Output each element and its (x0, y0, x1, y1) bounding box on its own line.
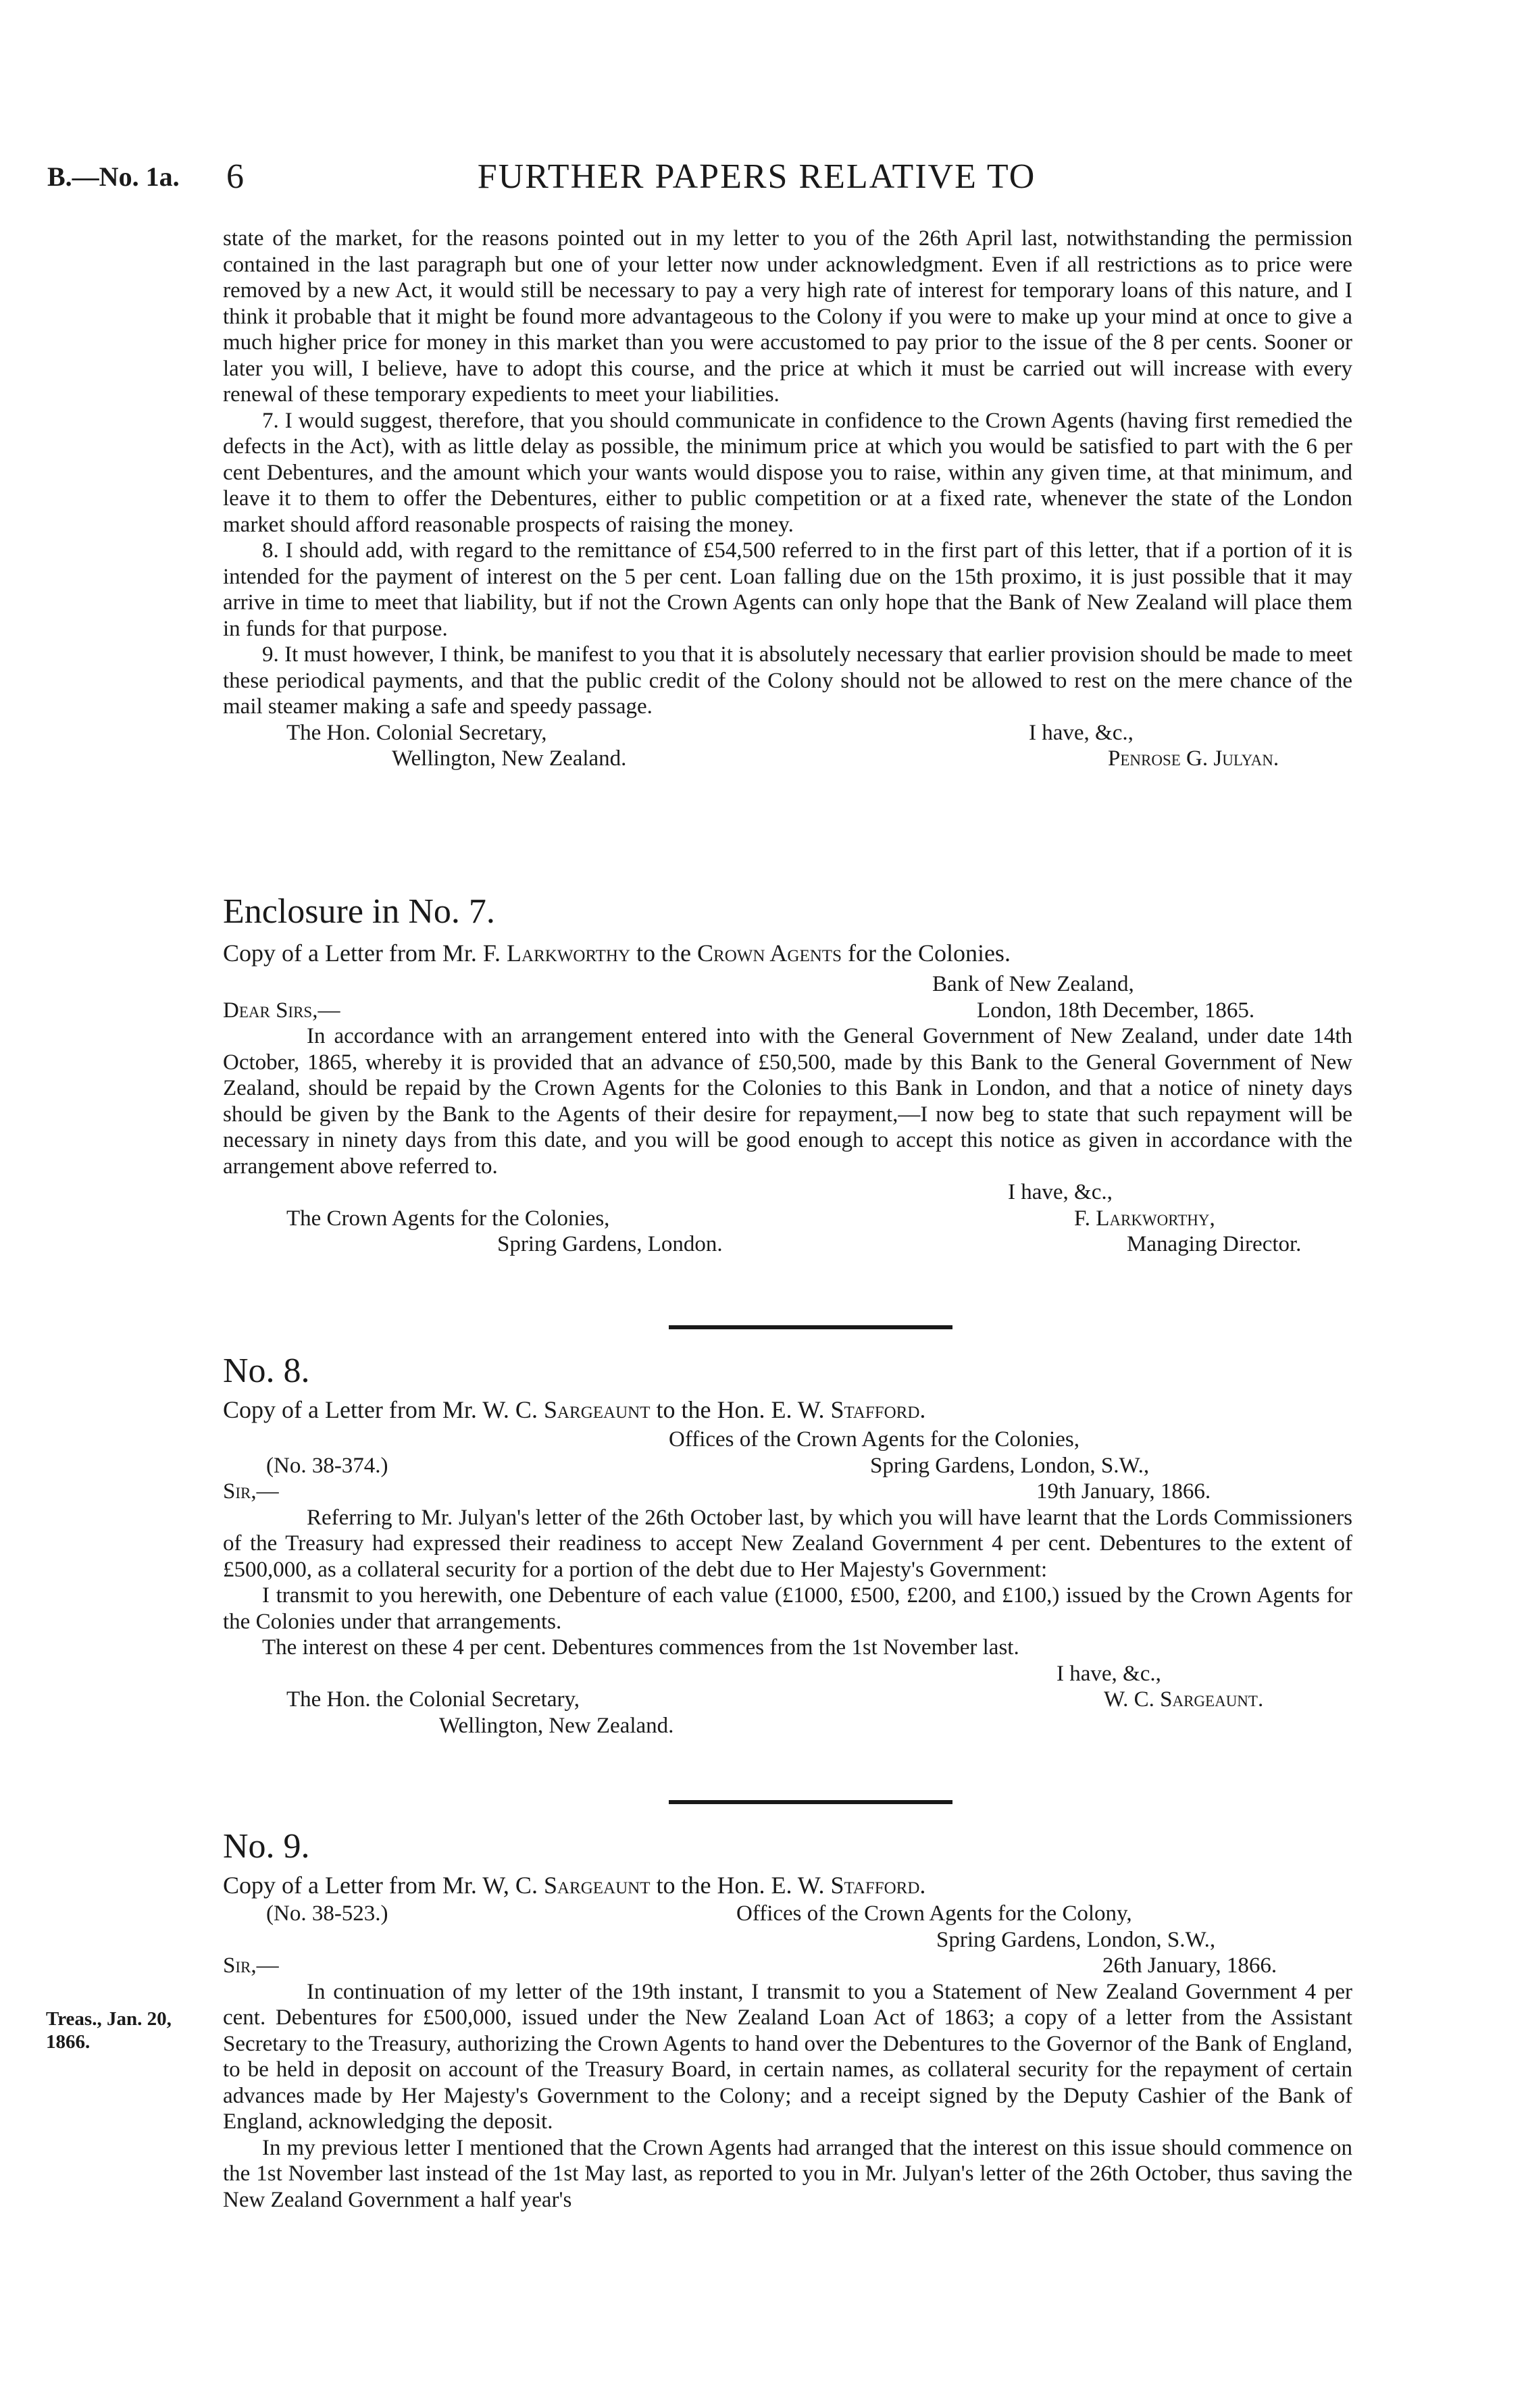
addressee-line-2: Spring Gardens, London. (497, 1232, 723, 1256)
paragraph-1: Referring to Mr. Julyan's letter of the 26th October last, by which you will have learnt that the Lords Commissioners of the Treasury had expressed their readiness to accept New Zealand Government 4 per cent. Debentures to the extent of £500,000, as a collateral security for a portion of the debt due to Her Majesty's Government: (223, 1505, 1352, 1582)
enclosure-subheading (223, 939, 1352, 967)
place-line-2: London, 18th December, 1865. (977, 998, 1255, 1023)
page-number: 6 (226, 157, 244, 196)
enclosure-closing-row (223, 1179, 1352, 1206)
office-line-2: Spring Gardens, London, S.W., (936, 1927, 1216, 1952)
addressee-line-2: Wellington, New Zealand. (392, 746, 627, 771)
addressee-line-1: The Hon. Colonial Secretary, (286, 720, 547, 745)
place-line-1: Bank of New Zealand, (932, 972, 1134, 996)
addressee-line-1: The Crown Agents for the Colonies, (286, 1206, 610, 1231)
letter-subheading (223, 1395, 1352, 1424)
closing: I have, &c., (1057, 1661, 1161, 1686)
paragraph-6: state of the market, for the reasons pointed out in my letter to you of the 26th April last, notwithstanding the permission contained in the last paragraph but one of your letter now under acknowledgment. Even if all restrictions as to price were removed by a new Act, it would still be necessary to pay a very high rate of interest for temporary loans of this nature, and I think it probable that it might be found more advantageous to the Colony if you were to make up your mind at once to give a much higher price for money in this market than you were accustomed to pay prior to the issue of the 8 per cents. Sooner or later you will, I believe, have to adopt this course, and the price at which it must be carried out will increase with every renewal of these temporary expedients to meet your liabilities. (223, 226, 1352, 407)
signatory-title: Managing Director. (1127, 1232, 1302, 1256)
paragraph-2: I transmit to you herewith, one Debenture of each value (£1000, £500, £200, and £100,) issued by the Crown Agents for the Colonies under that arrangements. (223, 1583, 1352, 1634)
recipient-name: Crown Agents (697, 940, 842, 967)
office-line-1: Offices of the Crown Agents for the Colonies, (669, 1427, 1079, 1452)
salutation: Sir,— (223, 1479, 279, 1504)
subhead-prefix: Copy of a Letter from Mr. W. C. (223, 1396, 538, 1423)
section-divider (669, 1325, 952, 1329)
office-line-2: Spring Gardens, London, S.W., (870, 1453, 1150, 1478)
julyan-signoff-row (223, 720, 1352, 746)
enclosure-heading: Enclosure in No. 7. (223, 892, 495, 931)
addressee-line-2: Wellington, New Zealand. (439, 1713, 674, 1738)
enclosure-no-7 (223, 892, 1352, 1258)
running-title: FURTHER PAPERS RELATIVE TO (477, 157, 1036, 196)
subhead-prefix: Copy of a Letter from Mr. F. (223, 940, 501, 967)
sender-name: Sargeaunt (543, 1396, 651, 1423)
paragraph-7: 7. I would suggest, therefore, that you should communicate in confidence to the Crown Agents (having first remedied the defects in the Act), with as little delay as possible, the minimum price at which you would be satisfied to part with the 6 per cent Debentures, and the amount which your wants would dispose you to raise, within any given time, at that minimum, and leave it to them to offer the Debentures, either to public competition or at a fixed rate, whenever the state of the London market should afford reasonable prospects of raising the money. (223, 408, 1352, 537)
paragraph-9: 9. It must however, I think, be manifest to you that it is absolutely necessary that earlier provision should be made to meet these periodical payments, and that the public credit of the Colony should not be allowed to rest on the mere chance of the mail steamer making a safe and speedy passage. (223, 642, 1352, 719)
subhead-middle: to the (636, 940, 692, 967)
letter-reference: (No. 38-374.) (266, 1453, 388, 1478)
enclosure-body: In accordance with an arrangement entered into with the General Government of New Zealand, under date 14th October, 1865, whereby it is provided that an advance of £50,500, made by this Bank to the General Government of New Zealand, should be repaid by the Crown Agents for the Colonies to this Bank in London, and that a notice of ninety days should be given by the Bank to the Agents of their desire for repayment,—I now beg to state that such repayment will be necessary in ninety days from this date, and you will be good enough to accept this notice as given in accordance with the arrangement above referred to. (223, 1024, 1352, 1179)
paragraph-8: 8. I should add, with regard to the remittance of £54,500 referred to in the first part of this letter, that if a portion of it is intended for the payment of interest on the 5 per cent. Loan falling due on the 15th proximo, it is just possible that it may arrive in time to meet that liability, but if not the Crown Agents can only hope that the Bank of New Zealand will place them in funds for that purpose. (223, 538, 1352, 641)
signature: W. C. Sargeaunt. (1104, 1687, 1264, 1712)
enclosure-signature-row (223, 1206, 1352, 1232)
recipient-name: Stafford. (830, 1872, 926, 1899)
office-row (223, 1927, 1352, 1953)
salutation-row (223, 1479, 1352, 1505)
letter-no-8 (223, 1351, 1352, 1739)
addressee-line-1: The Hon. the Colonial Secretary, (286, 1687, 580, 1712)
signature: F. Larkworthy, (1074, 1206, 1215, 1231)
recipient-name: Stafford. (830, 1396, 926, 1423)
letter-date: 19th January, 1866. (1036, 1479, 1211, 1504)
subhead-middle: to the Hon. E. W. (656, 1872, 825, 1899)
letter-heading: No. 8. (223, 1352, 310, 1390)
office-line-1: Offices of the Crown Agents for the Colony, (736, 1901, 1132, 1926)
paragraph-3: The interest on these 4 per cent. Debentures commences from the 1st November last. (262, 1635, 1019, 1660)
subhead-middle: to the Hon. E. W. (656, 1396, 825, 1423)
subhead-suffix: for the Colonies. (847, 940, 1011, 967)
salutation-row (223, 998, 1352, 1024)
addressee-row (223, 1713, 1352, 1739)
closing: I have, &c., (1008, 1180, 1113, 1204)
margin-note: Treas., Jan. 20, 1866. (46, 2008, 172, 2053)
signature-row (223, 1687, 1352, 1713)
document-reference: B.—No. 1a. (47, 161, 180, 192)
letter-date: 26th January, 1866. (1102, 1953, 1277, 1978)
julyan-letter (223, 226, 1352, 772)
letter-subheading (223, 1871, 1352, 1899)
page-header (47, 157, 1466, 204)
ref-row (223, 1901, 1352, 1927)
salutation: Sir,— (223, 1953, 279, 1978)
signature: Penrose G. Julyan. (1108, 746, 1279, 771)
place-row (223, 971, 1352, 998)
julyan-signature-row (223, 746, 1352, 772)
paragraph-1: In continuation of my letter of the 19th instant, I transmit to you a Statement of New Zealand Government 4 per cent. Debentures for £500,000, issued under the New Zealand Loan Act of 1863; a copy of a letter from the Assistant Secretary to the Treasury, authorizing the Crown Agents to hand over the Debentures to the Governor of the Bank of England, to be held in deposit on account of the Treasury Board, in certain names, as collateral security for the repayment of certain advances made by Her Majesty's Government to the Colony; and a receipt signed by the Deputy Cashier of the Bank of England, acknowledging the deposit. (223, 1979, 1352, 2134)
letter-no-9 (223, 1826, 1352, 2213)
sender-name: Larkworthy (507, 940, 631, 967)
letter-reference: (No. 38-523.) (266, 1901, 388, 1926)
closing: I have, &c., (1029, 720, 1134, 745)
section-divider (669, 1800, 952, 1804)
subhead-prefix: Copy of a Letter from Mr. W, C. (223, 1872, 538, 1899)
office-row (223, 1427, 1352, 1453)
salutation-row (223, 1953, 1352, 1979)
letter-heading: No. 9. (223, 1827, 310, 1866)
paragraph-2: In my previous letter I mentioned that the Crown Agents had arranged that the interest on this issue should commence on the 1st November last instead of the 1st May last, as reported to you in Mr. Julyan's letter of the 26th October, thus saving the New Zealand Government a half year's (223, 2135, 1352, 2212)
closing-row (223, 1661, 1352, 1687)
sender-name: Sargeaunt (543, 1872, 651, 1899)
enclosure-title-row (223, 1231, 1352, 1258)
ref-row (223, 1453, 1352, 1479)
salutation: Dear Sirs,— (223, 998, 340, 1023)
